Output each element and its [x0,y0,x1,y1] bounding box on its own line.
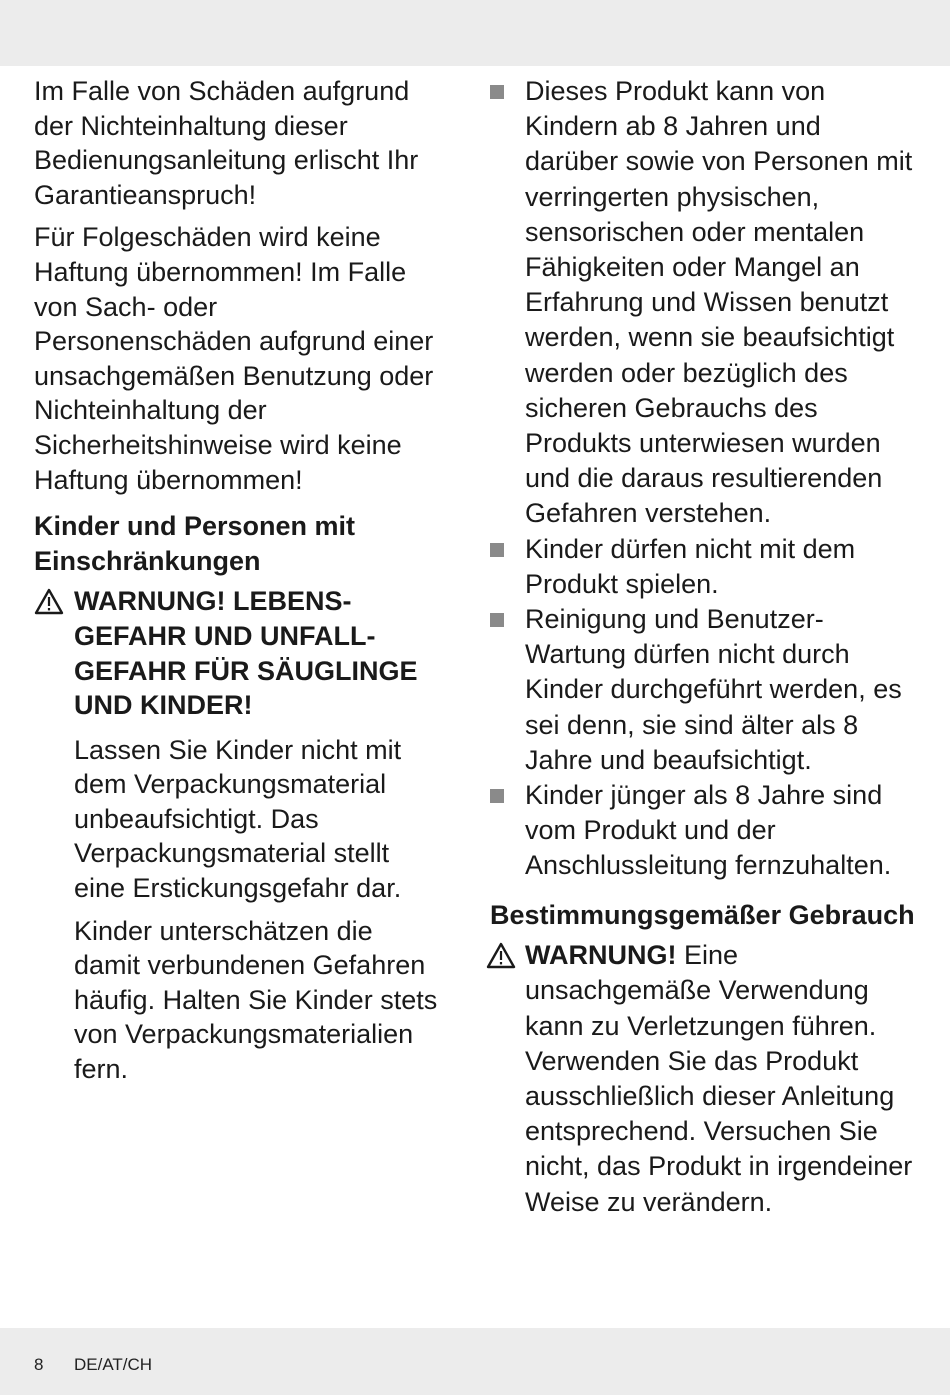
liability-paragraph: Für Folgeschäden wird keine Haftung übernommen! Im Falle von Sach- oder Personenschäden aufgrund einer unsachgemäßen Benutzung oder Nichteinhaltung der Sicherheitshinweise wird keine Haftung übernommen! [34,222,434,495]
list-item [490,532,920,602]
square-bullet-icon [490,613,504,627]
list-item-text: Kinder dürfen nicht mit dem Produkt spielen. [525,533,856,599]
warning-block-children [34,584,440,722]
right-column [490,74,920,1220]
warning-title: WARNUNG! LEBENS-GEFAHR UND UNFALL-GEFAHR FÜR SÄUGLINGE UND KINDER! [74,586,418,721]
left-column [34,74,440,1087]
list-item-text: Kinder jünger als 8 Jahre sind vom Produkt und der Anschlussleitung fernzuhalten. [525,780,892,881]
warning-triangle-icon [486,938,516,972]
page-number: 8 [34,1355,44,1374]
list-item [490,74,920,532]
square-bullet-icon [490,543,504,557]
country-codes: DE/AT/CH [74,1355,153,1374]
square-bullet-icon [490,85,504,99]
header-band [0,0,950,66]
warning-text: Eine unsachgemäße Verwendung kann zu Verletzungen führen. Verwenden Sie das Produkt ausschließlich dieser Anleitung entsprechend. Versuchen Sie nicht, das Produkt in irgendeiner Weise zu verändern. [525,940,913,1217]
warning-label: WARNUNG! [525,940,677,971]
list-item [490,602,920,778]
list-item [490,778,920,884]
warranty-paragraph: Im Falle von Schäden aufgrund der Nichteinhaltung dieser Bedienungsanleitung erlischt Ihr Garantieanspruch! [34,76,419,210]
danger-paragraph: Kinder unterschätzen die damit verbundenen Gefahren häufig. Halten Sie Kinder stets von Verpackungsmaterialien fern. [74,915,438,1085]
section-heading-children: Kinder und Personen mit Einschränkungen [34,511,356,576]
packaging-paragraph: Lassen Sie Kinder nicht mit dem Verpackungsmaterial unbeaufsichtigt. Das Verpackungsmaterial stellt eine Erstickungsgefahr dar. [74,734,402,904]
warning-block-intended-use [490,938,920,1220]
square-bullet-icon [490,789,504,803]
section-heading-intended-use: Bestimmungsgemäßer Gebrauch [490,899,915,930]
list-item-text: Dieses Produkt kann von Kindern ab 8 Jahren und darüber sowie von Personen mit verringerten physischen, sensorischen oder mentalen Fähigkeiten oder Mangel an Erfahrung und Wissen benutzt werden, wenn sie beaufsichtigt werden oder bezüglich des sicheren Gebrauchs des Produkts unterwiesen wurden und die daraus resultierenden Gefahren verstehen. [525,76,913,529]
warning-triangle-icon [34,584,64,618]
list-item-text: Reinigung und Benutzer-Wartung dürfen nicht durch Kinder durchgeführt werden, es sei denn, sie sind älter als 8 Jahre und beaufsichtigt. [525,604,902,775]
